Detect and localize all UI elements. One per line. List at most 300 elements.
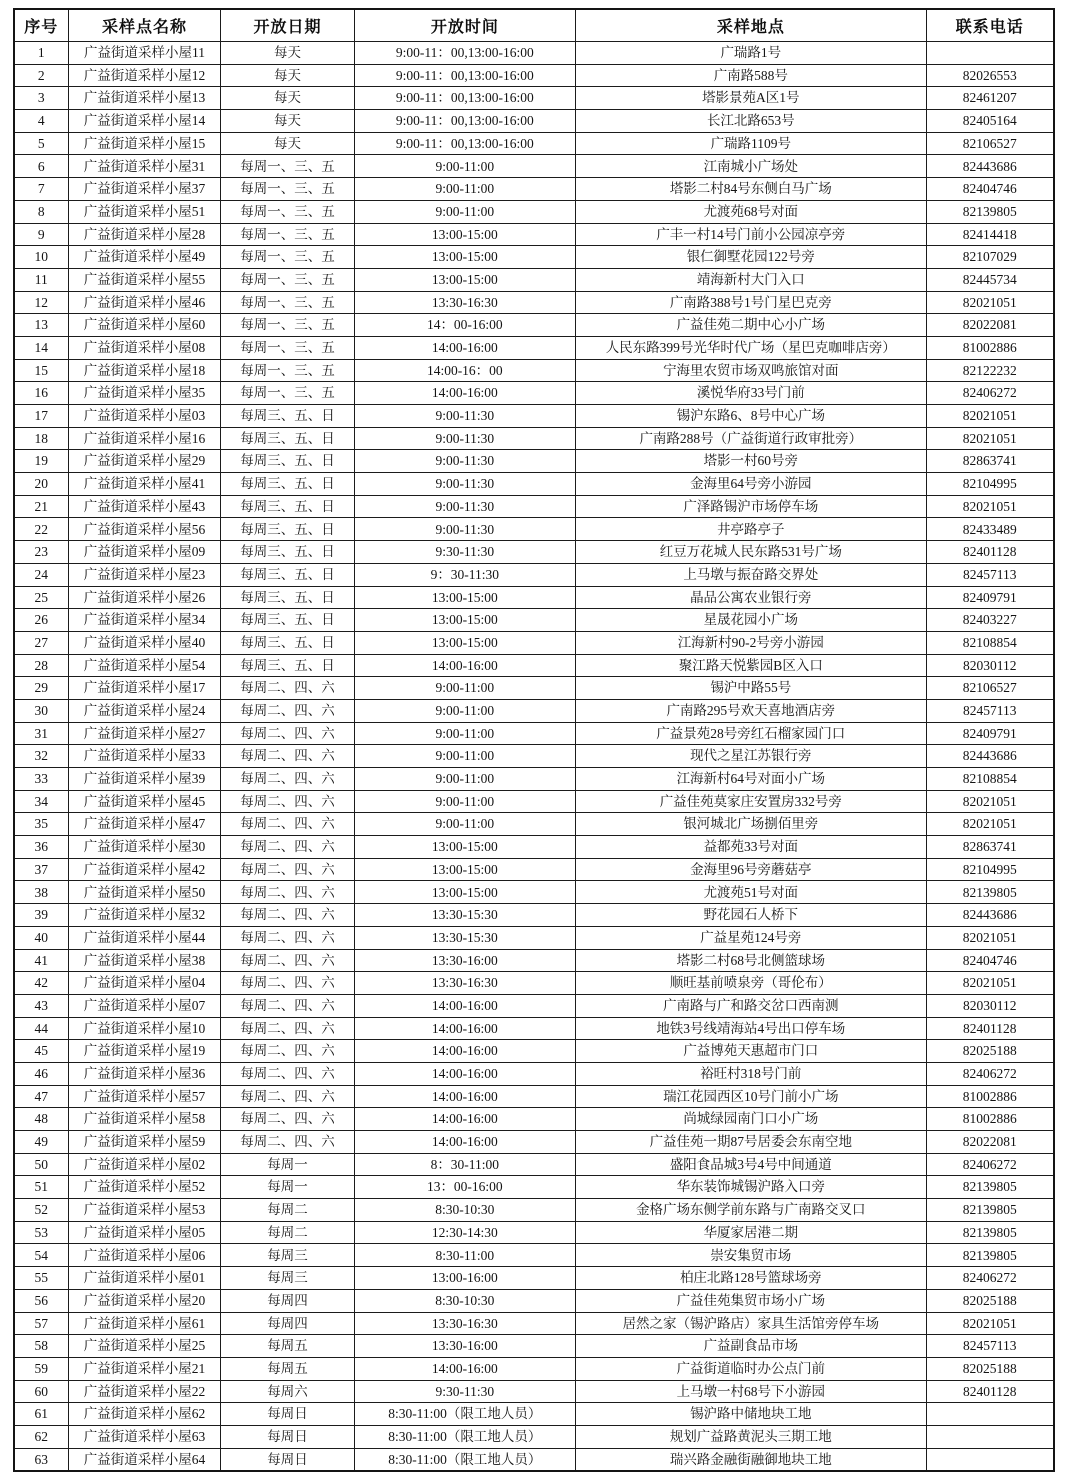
cell-open_time: 9:30-11:30 xyxy=(354,1380,576,1403)
cell-index: 56 xyxy=(14,1289,68,1312)
cell-open_date: 每周日 xyxy=(221,1403,354,1426)
cell-phone: 82030112 xyxy=(926,994,1054,1017)
cell-index: 32 xyxy=(14,745,68,768)
cell-open_date: 每周二、四、六 xyxy=(221,881,354,904)
cell-phone: 82445734 xyxy=(926,268,1054,291)
cell-open_date: 每周三、五、日 xyxy=(221,405,354,428)
column-header-phone: 联系电话 xyxy=(926,9,1054,42)
cell-open_date: 每周三、五、日 xyxy=(221,427,354,450)
sampling-points-table xyxy=(13,8,1055,1472)
table-header-row xyxy=(14,9,1054,42)
cell-location: 塔影二村84号东侧白马广场 xyxy=(576,178,926,201)
cell-phone: 82106527 xyxy=(926,132,1054,155)
table-row xyxy=(14,1403,1054,1426)
cell-location: 华东装饰城锡沪路入口旁 xyxy=(576,1176,926,1199)
cell-index: 6 xyxy=(14,155,68,178)
table-row xyxy=(14,178,1054,201)
cell-location: 宁海里农贸市场双鸣旅馆对面 xyxy=(576,359,926,382)
cell-open_time: 13:00-15:00 xyxy=(354,223,576,246)
cell-name: 广益街道采样小屋35 xyxy=(68,382,221,405)
cell-open_time: 13:00-15:00 xyxy=(354,836,576,859)
cell-location: 柏庄北路128号篮球场旁 xyxy=(576,1267,926,1290)
cell-phone: 82401128 xyxy=(926,1380,1054,1403)
cell-location: 锡沪东路6、8号中心广场 xyxy=(576,405,926,428)
cell-index: 17 xyxy=(14,405,68,428)
table-row xyxy=(14,949,1054,972)
cell-index: 46 xyxy=(14,1062,68,1085)
column-header-open_time: 开放时间 xyxy=(354,9,576,42)
cell-phone: 82404746 xyxy=(926,949,1054,972)
cell-open_time: 13:00-15:00 xyxy=(354,881,576,904)
cell-location: 晶品公寓农业银行旁 xyxy=(576,586,926,609)
cell-phone: 82401128 xyxy=(926,541,1054,564)
cell-name: 广益街道采样小屋62 xyxy=(68,1403,221,1426)
cell-phone: 82107029 xyxy=(926,246,1054,269)
cell-phone: 82025188 xyxy=(926,1040,1054,1063)
cell-open_time: 13:30-16:30 xyxy=(354,972,576,995)
cell-open_time: 9:00-11:00 xyxy=(354,677,576,700)
cell-open_date: 每周二、四、六 xyxy=(221,677,354,700)
cell-name: 广益街道采样小屋20 xyxy=(68,1289,221,1312)
cell-open_time: 9:00-11:00 xyxy=(354,745,576,768)
table-row xyxy=(14,87,1054,110)
cell-open_time: 13:00-15:00 xyxy=(354,268,576,291)
cell-open_date: 每周一、三、五 xyxy=(221,246,354,269)
cell-open_time: 9:00-11:00 xyxy=(354,813,576,836)
cell-open_date: 每周一、三、五 xyxy=(221,359,354,382)
cell-index: 48 xyxy=(14,1108,68,1131)
cell-index: 21 xyxy=(14,495,68,518)
table-row xyxy=(14,836,1054,859)
cell-location: 华厦家居港二期 xyxy=(576,1221,926,1244)
table-row xyxy=(14,110,1054,133)
table-row xyxy=(14,518,1054,541)
table-row xyxy=(14,904,1054,927)
cell-location: 广南路与广和路交岔口西南测 xyxy=(576,994,926,1017)
cell-open_date: 每天 xyxy=(221,110,354,133)
cell-index: 45 xyxy=(14,1040,68,1063)
cell-phone: 82403227 xyxy=(926,609,1054,632)
table-row xyxy=(14,495,1054,518)
table-row xyxy=(14,972,1054,995)
cell-name: 广益街道采样小屋49 xyxy=(68,246,221,269)
cell-index: 31 xyxy=(14,722,68,745)
cell-open_time: 13:30-16:30 xyxy=(354,291,576,314)
cell-phone: 82021051 xyxy=(926,1312,1054,1335)
table-row xyxy=(14,1380,1054,1403)
cell-open_time: 9:00-11:00 xyxy=(354,155,576,178)
cell-open_time: 9:00-11：00,13:00-16:00 xyxy=(354,42,576,65)
table-row xyxy=(14,268,1054,291)
cell-open_date: 每周四 xyxy=(221,1289,354,1312)
table-row xyxy=(14,722,1054,745)
cell-location: 尤渡苑68号对面 xyxy=(576,200,926,223)
cell-index: 25 xyxy=(14,586,68,609)
cell-open_date: 每周一、三、五 xyxy=(221,268,354,291)
cell-open_time: 13:00-15:00 xyxy=(354,631,576,654)
cell-name: 广益街道采样小屋02 xyxy=(68,1153,221,1176)
cell-phone: 82401128 xyxy=(926,1017,1054,1040)
cell-open_time: 13:30-16:00 xyxy=(354,1335,576,1358)
cell-index: 2 xyxy=(14,64,68,87)
cell-open_date: 每周二、四、六 xyxy=(221,949,354,972)
cell-open_date: 每周二 xyxy=(221,1199,354,1222)
cell-location: 金海里96号旁蘑菇亭 xyxy=(576,858,926,881)
cell-location: 上马墩与振奋路交界处 xyxy=(576,563,926,586)
cell-index: 20 xyxy=(14,473,68,496)
cell-phone: 82021051 xyxy=(926,790,1054,813)
cell-open_time: 9:00-11:00 xyxy=(354,790,576,813)
cell-open_time: 14:00-16:00 xyxy=(354,1131,576,1154)
table-row xyxy=(14,1244,1054,1267)
cell-location: 广南路295号欢天喜地酒店旁 xyxy=(576,699,926,722)
cell-location: 盛阳食品城3号4号中间通道 xyxy=(576,1153,926,1176)
cell-location: 广南路288号（广益街道行政审批旁） xyxy=(576,427,926,450)
cell-name: 广益街道采样小屋12 xyxy=(68,64,221,87)
cell-open_date: 每天 xyxy=(221,132,354,155)
cell-open_time: 14:00-16：00 xyxy=(354,359,576,382)
table-row xyxy=(14,132,1054,155)
cell-open_time: 14:00-16:00 xyxy=(354,654,576,677)
cell-location: 广益佳苑二期中心小广场 xyxy=(576,314,926,337)
cell-open_date: 每周三、五、日 xyxy=(221,631,354,654)
cell-open_time: 14:00-16:00 xyxy=(354,994,576,1017)
cell-index: 63 xyxy=(14,1448,68,1471)
cell-open_date: 每天 xyxy=(221,64,354,87)
table-row xyxy=(14,223,1054,246)
cell-location: 现代之星江苏银行旁 xyxy=(576,745,926,768)
table-row xyxy=(14,1312,1054,1335)
cell-location: 裕旺村318号门前 xyxy=(576,1062,926,1085)
cell-index: 35 xyxy=(14,813,68,836)
cell-open_date: 每周三、五、日 xyxy=(221,495,354,518)
cell-phone: 82433489 xyxy=(926,518,1054,541)
cell-location: 广丰一村14号门前小公园凉亭旁 xyxy=(576,223,926,246)
cell-name: 广益街道采样小屋01 xyxy=(68,1267,221,1290)
cell-index: 41 xyxy=(14,949,68,972)
cell-phone: 82026553 xyxy=(926,64,1054,87)
cell-open_time: 9:00-11:30 xyxy=(354,473,576,496)
cell-location: 广南路588号 xyxy=(576,64,926,87)
cell-open_date: 每周一、三、五 xyxy=(221,155,354,178)
cell-open_date: 每周一、三、五 xyxy=(221,178,354,201)
cell-phone: 82139805 xyxy=(926,1176,1054,1199)
cell-name: 广益街道采样小屋33 xyxy=(68,745,221,768)
cell-name: 广益街道采样小屋14 xyxy=(68,110,221,133)
cell-open_date: 每周三、五、日 xyxy=(221,609,354,632)
cell-name: 广益街道采样小屋07 xyxy=(68,994,221,1017)
cell-index: 28 xyxy=(14,654,68,677)
cell-phone: 82406272 xyxy=(926,1267,1054,1290)
cell-open_time: 14:00-16:00 xyxy=(354,336,576,359)
cell-phone: 82457113 xyxy=(926,1335,1054,1358)
cell-index: 12 xyxy=(14,291,68,314)
cell-index: 57 xyxy=(14,1312,68,1335)
table-row xyxy=(14,155,1054,178)
cell-index: 40 xyxy=(14,926,68,949)
cell-index: 15 xyxy=(14,359,68,382)
cell-index: 16 xyxy=(14,382,68,405)
cell-name: 广益街道采样小屋51 xyxy=(68,200,221,223)
cell-open_time: 13:00-15:00 xyxy=(354,858,576,881)
cell-location: 金海里64号旁小游园 xyxy=(576,473,926,496)
cell-index: 8 xyxy=(14,200,68,223)
cell-open_time: 9：30-11:30 xyxy=(354,563,576,586)
cell-phone: 82406272 xyxy=(926,1062,1054,1085)
cell-name: 广益街道采样小屋54 xyxy=(68,654,221,677)
table-row xyxy=(14,790,1054,813)
cell-location: 江海新村64号对面小广场 xyxy=(576,768,926,791)
cell-phone: 82122232 xyxy=(926,359,1054,382)
cell-phone: 82021051 xyxy=(926,813,1054,836)
cell-phone: 82104995 xyxy=(926,473,1054,496)
cell-open_time: 9:00-11:30 xyxy=(354,450,576,473)
cell-phone: 82461207 xyxy=(926,87,1054,110)
table-row xyxy=(14,1425,1054,1448)
cell-open_date: 每周四 xyxy=(221,1312,354,1335)
cell-name: 广益街道采样小屋24 xyxy=(68,699,221,722)
cell-phone: 82414418 xyxy=(926,223,1054,246)
table-row xyxy=(14,1357,1054,1380)
cell-open_date: 每周二、四、六 xyxy=(221,1085,354,1108)
cell-index: 49 xyxy=(14,1131,68,1154)
cell-name: 广益街道采样小屋42 xyxy=(68,858,221,881)
cell-location: 野花园石人桥下 xyxy=(576,904,926,927)
cell-location: 靖海新村大门入口 xyxy=(576,268,926,291)
cell-location: 锡沪路中储地块工地 xyxy=(576,1403,926,1426)
cell-location: 银河城北广场捌佰里旁 xyxy=(576,813,926,836)
table-row xyxy=(14,654,1054,677)
cell-name: 广益街道采样小屋09 xyxy=(68,541,221,564)
cell-open_time: 9:30-11:30 xyxy=(354,541,576,564)
cell-open_time: 13:30-15:30 xyxy=(354,904,576,927)
cell-index: 24 xyxy=(14,563,68,586)
cell-index: 58 xyxy=(14,1335,68,1358)
cell-index: 43 xyxy=(14,994,68,1017)
table-row xyxy=(14,699,1054,722)
cell-phone: 82409791 xyxy=(926,722,1054,745)
cell-location: 瑞兴路金融街融御地块工地 xyxy=(576,1448,926,1471)
cell-open_date: 每周一、三、五 xyxy=(221,291,354,314)
table-row xyxy=(14,541,1054,564)
cell-name: 广益街道采样小屋03 xyxy=(68,405,221,428)
cell-open_date: 每周三、五、日 xyxy=(221,541,354,564)
cell-name: 广益街道采样小屋60 xyxy=(68,314,221,337)
cell-open_time: 13:00-15:00 xyxy=(354,246,576,269)
cell-index: 7 xyxy=(14,178,68,201)
table-row xyxy=(14,768,1054,791)
cell-index: 29 xyxy=(14,677,68,700)
cell-location: 上马墩一村68号下小游园 xyxy=(576,1380,926,1403)
cell-name: 广益街道采样小屋41 xyxy=(68,473,221,496)
cell-open_date: 每周二、四、六 xyxy=(221,813,354,836)
cell-name: 广益街道采样小屋63 xyxy=(68,1425,221,1448)
table-row xyxy=(14,246,1054,269)
table-row xyxy=(14,64,1054,87)
cell-name: 广益街道采样小屋08 xyxy=(68,336,221,359)
cell-open_time: 14:00-16:00 xyxy=(354,1040,576,1063)
cell-phone: 82021051 xyxy=(926,405,1054,428)
cell-open_date: 每周三、五、日 xyxy=(221,586,354,609)
table-row xyxy=(14,291,1054,314)
cell-phone: 82457113 xyxy=(926,563,1054,586)
cell-phone: 81002886 xyxy=(926,1085,1054,1108)
cell-location: 尚城绿园南门口小广场 xyxy=(576,1108,926,1131)
cell-open_time: 14:00-16:00 xyxy=(354,1108,576,1131)
cell-open_date: 每周二、四、六 xyxy=(221,1062,354,1085)
table-row xyxy=(14,200,1054,223)
cell-open_date: 每周二、四、六 xyxy=(221,1017,354,1040)
cell-phone: 82030112 xyxy=(926,654,1054,677)
column-header-name: 采样点名称 xyxy=(68,9,221,42)
cell-phone: 82863741 xyxy=(926,450,1054,473)
cell-index: 59 xyxy=(14,1357,68,1380)
cell-name: 广益街道采样小屋18 xyxy=(68,359,221,382)
cell-phone: 82021051 xyxy=(926,926,1054,949)
table-row xyxy=(14,1221,1054,1244)
cell-location: 广瑞路1109号 xyxy=(576,132,926,155)
cell-name: 广益街道采样小屋15 xyxy=(68,132,221,155)
cell-open_time: 8:30-10:30 xyxy=(354,1199,576,1222)
cell-index: 61 xyxy=(14,1403,68,1426)
cell-location: 星晟花园小广场 xyxy=(576,609,926,632)
cell-index: 4 xyxy=(14,110,68,133)
cell-name: 广益街道采样小屋39 xyxy=(68,768,221,791)
cell-phone: 82863741 xyxy=(926,836,1054,859)
cell-phone: 82443686 xyxy=(926,904,1054,927)
table-row xyxy=(14,609,1054,632)
table-row xyxy=(14,677,1054,700)
cell-location: 井亭路亭子 xyxy=(576,518,926,541)
cell-location: 广益佳苑莫家庄安置房332号旁 xyxy=(576,790,926,813)
cell-open_date: 每周一 xyxy=(221,1153,354,1176)
cell-location: 尤渡苑51号对面 xyxy=(576,881,926,904)
cell-open_date: 每周二、四、六 xyxy=(221,790,354,813)
cell-index: 10 xyxy=(14,246,68,269)
cell-name: 广益街道采样小屋21 xyxy=(68,1357,221,1380)
cell-open_date: 每周日 xyxy=(221,1425,354,1448)
cell-open_date: 每周三、五、日 xyxy=(221,563,354,586)
cell-open_date: 每周一 xyxy=(221,1176,354,1199)
cell-index: 30 xyxy=(14,699,68,722)
cell-open_time: 13:30-16:30 xyxy=(354,1312,576,1335)
cell-location: 银仁御墅花园122号旁 xyxy=(576,246,926,269)
table-row xyxy=(14,1062,1054,1085)
cell-index: 53 xyxy=(14,1221,68,1244)
cell-index: 62 xyxy=(14,1425,68,1448)
cell-location: 江南城小广场处 xyxy=(576,155,926,178)
cell-name: 广益街道采样小屋10 xyxy=(68,1017,221,1040)
table-row xyxy=(14,1448,1054,1471)
cell-location: 长江北路653号 xyxy=(576,110,926,133)
cell-phone: 82025188 xyxy=(926,1289,1054,1312)
table-row xyxy=(14,1085,1054,1108)
cell-name: 广益街道采样小屋04 xyxy=(68,972,221,995)
cell-open_time: 8:30-10:30 xyxy=(354,1289,576,1312)
table-row xyxy=(14,359,1054,382)
table-row xyxy=(14,336,1054,359)
cell-name: 广益街道采样小屋44 xyxy=(68,926,221,949)
cell-name: 广益街道采样小屋22 xyxy=(68,1380,221,1403)
cell-phone: 82409791 xyxy=(926,586,1054,609)
cell-name: 广益街道采样小屋26 xyxy=(68,586,221,609)
cell-open_date: 每周一、三、五 xyxy=(221,382,354,405)
cell-index: 3 xyxy=(14,87,68,110)
cell-phone: 82106527 xyxy=(926,677,1054,700)
column-header-open_date: 开放日期 xyxy=(221,9,354,42)
cell-location: 广南路388号1号门星巴克旁 xyxy=(576,291,926,314)
cell-open_date: 每周六 xyxy=(221,1380,354,1403)
cell-location: 广益景苑28号旁红石榴家园门口 xyxy=(576,722,926,745)
cell-name: 广益街道采样小屋46 xyxy=(68,291,221,314)
cell-location: 江海新村90-2号旁小游园 xyxy=(576,631,926,654)
table-row xyxy=(14,427,1054,450)
cell-index: 26 xyxy=(14,609,68,632)
cell-name: 广益街道采样小屋29 xyxy=(68,450,221,473)
cell-name: 广益街道采样小屋17 xyxy=(68,677,221,700)
cell-open_date: 每周二、四、六 xyxy=(221,858,354,881)
cell-name: 广益街道采样小屋64 xyxy=(68,1448,221,1471)
cell-open_date: 每周二、四、六 xyxy=(221,745,354,768)
cell-index: 5 xyxy=(14,132,68,155)
cell-open_date: 每周一、三、五 xyxy=(221,200,354,223)
table-row xyxy=(14,1289,1054,1312)
cell-location: 红豆万花城人民东路531号广场 xyxy=(576,541,926,564)
cell-phone: 82443686 xyxy=(926,155,1054,178)
cell-name: 广益街道采样小屋06 xyxy=(68,1244,221,1267)
cell-open_time: 13:00-15:00 xyxy=(354,586,576,609)
cell-phone xyxy=(926,1425,1054,1448)
cell-name: 广益街道采样小屋58 xyxy=(68,1108,221,1131)
cell-phone: 82104995 xyxy=(926,858,1054,881)
cell-index: 23 xyxy=(14,541,68,564)
cell-index: 39 xyxy=(14,904,68,927)
cell-index: 55 xyxy=(14,1267,68,1290)
cell-name: 广益街道采样小屋16 xyxy=(68,427,221,450)
table-row xyxy=(14,1176,1054,1199)
cell-name: 广益街道采样小屋36 xyxy=(68,1062,221,1085)
cell-index: 9 xyxy=(14,223,68,246)
cell-name: 广益街道采样小屋61 xyxy=(68,1312,221,1335)
table-row xyxy=(14,405,1054,428)
cell-open_time: 8:30-11:00（限工地人员） xyxy=(354,1403,576,1426)
cell-index: 14 xyxy=(14,336,68,359)
cell-location: 塔影一村60号旁 xyxy=(576,450,926,473)
cell-location: 顺旺基前喷泉旁（哥伦布） xyxy=(576,972,926,995)
cell-location: 广益佳苑一期87号居委会东南空地 xyxy=(576,1131,926,1154)
cell-name: 广益街道采样小屋13 xyxy=(68,87,221,110)
cell-open_time: 14:00-16:00 xyxy=(354,382,576,405)
cell-open_time: 9:00-11：00,13:00-16:00 xyxy=(354,132,576,155)
cell-name: 广益街道采样小屋52 xyxy=(68,1176,221,1199)
cell-open_time: 14:00-16:00 xyxy=(354,1357,576,1380)
table-row xyxy=(14,1131,1054,1154)
table-row xyxy=(14,745,1054,768)
cell-name: 广益街道采样小屋25 xyxy=(68,1335,221,1358)
cell-name: 广益街道采样小屋05 xyxy=(68,1221,221,1244)
cell-open_date: 每周二、四、六 xyxy=(221,1131,354,1154)
table-row xyxy=(14,314,1054,337)
cell-open_time: 9:00-11：00,13:00-16:00 xyxy=(354,87,576,110)
column-header-location: 采样地点 xyxy=(576,9,926,42)
cell-location: 人民东路399号光华时代广场（星巴克咖啡店旁） xyxy=(576,336,926,359)
table-row xyxy=(14,473,1054,496)
cell-name: 广益街道采样小屋55 xyxy=(68,268,221,291)
cell-location: 广益博苑天惠超市门口 xyxy=(576,1040,926,1063)
cell-location: 广益星苑124号旁 xyxy=(576,926,926,949)
table-row xyxy=(14,1017,1054,1040)
cell-phone: 82108854 xyxy=(926,631,1054,654)
